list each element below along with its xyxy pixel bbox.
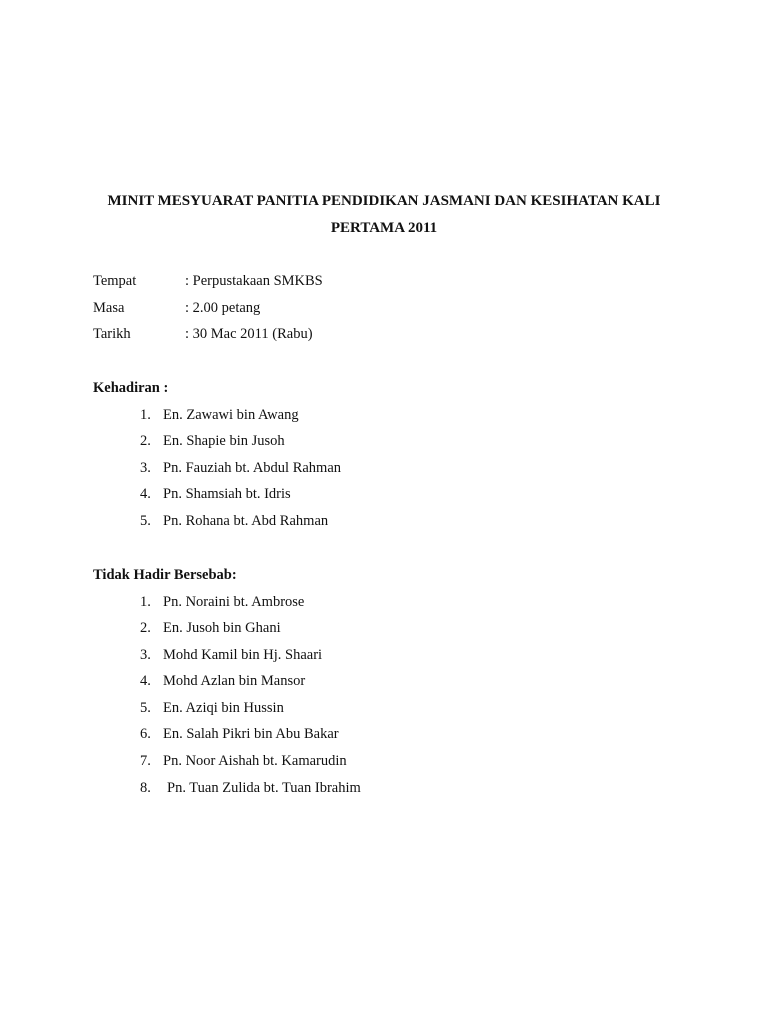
list-item-name: Pn. Tuan Zulida bt. Tuan Ibrahim xyxy=(167,780,361,796)
info-row-masa xyxy=(93,297,260,319)
info-label: Tempat xyxy=(93,273,137,289)
list-item-name: Pn. Rohana bt. Abd Rahman xyxy=(163,513,329,529)
list-item-number: 6. xyxy=(140,726,151,742)
list-item-name: En. Zawawi bin Awang xyxy=(163,407,299,423)
info-value: : Perpustakaan SMKBS xyxy=(185,273,323,289)
list-item-number: 2. xyxy=(140,433,151,449)
tidak-hadir-heading: Tidak Hadir Bersebab: xyxy=(93,567,237,583)
list-item-number: 1. xyxy=(140,594,151,610)
list-item-number: 3. xyxy=(140,460,151,476)
info-label: Tarikh xyxy=(93,326,131,342)
list-item-number: 4. xyxy=(140,486,151,502)
list-item-name: En. Shapie bin Jusoh xyxy=(163,433,285,449)
list-item-number: 4. xyxy=(140,673,151,689)
list-item-name: Pn. Shamsiah bt. Idris xyxy=(163,486,291,502)
document-title-line-2: PERTAMA 2011 xyxy=(330,220,438,236)
list-item-number: 8. xyxy=(140,780,151,796)
list-item-name: En. Aziqi bin Hussin xyxy=(163,700,284,716)
list-item-name: Pn. Noraini bt. Ambrose xyxy=(163,594,305,610)
info-value: : 2.00 petang xyxy=(185,300,261,316)
list-item-number: 1. xyxy=(140,407,151,423)
list-item-number: 2. xyxy=(140,620,151,636)
kehadiran-heading: Kehadiran : xyxy=(93,380,169,396)
list-item-name: En. Salah Pikri bin Abu Bakar xyxy=(163,726,339,742)
info-row-tempat xyxy=(93,270,323,292)
list-item-name: En. Jusoh bin Ghani xyxy=(163,620,281,636)
list-item-name: Pn. Noor Aishah bt. Kamarudin xyxy=(163,753,347,769)
document-title-line-1: MINIT MESYUARAT PANITIA PENDIDIKAN JASMANI DAN KESIHATAN KALI xyxy=(107,193,661,209)
list-item-name: Pn. Fauziah bt. Abdul Rahman xyxy=(163,460,342,476)
list-item-number: 7. xyxy=(140,753,151,769)
list-item-number: 5. xyxy=(140,700,151,716)
list-item-name: Mohd Kamil bin Hj. Shaari xyxy=(163,647,323,663)
list-item-number: 3. xyxy=(140,647,151,663)
info-row-tarikh xyxy=(93,323,313,345)
list-item-number: 5. xyxy=(140,513,151,529)
list-item-name: Mohd Azlan bin Mansor xyxy=(163,673,306,689)
info-value: : 30 Mac 2011 (Rabu) xyxy=(185,326,313,342)
info-label: Masa xyxy=(93,300,125,316)
